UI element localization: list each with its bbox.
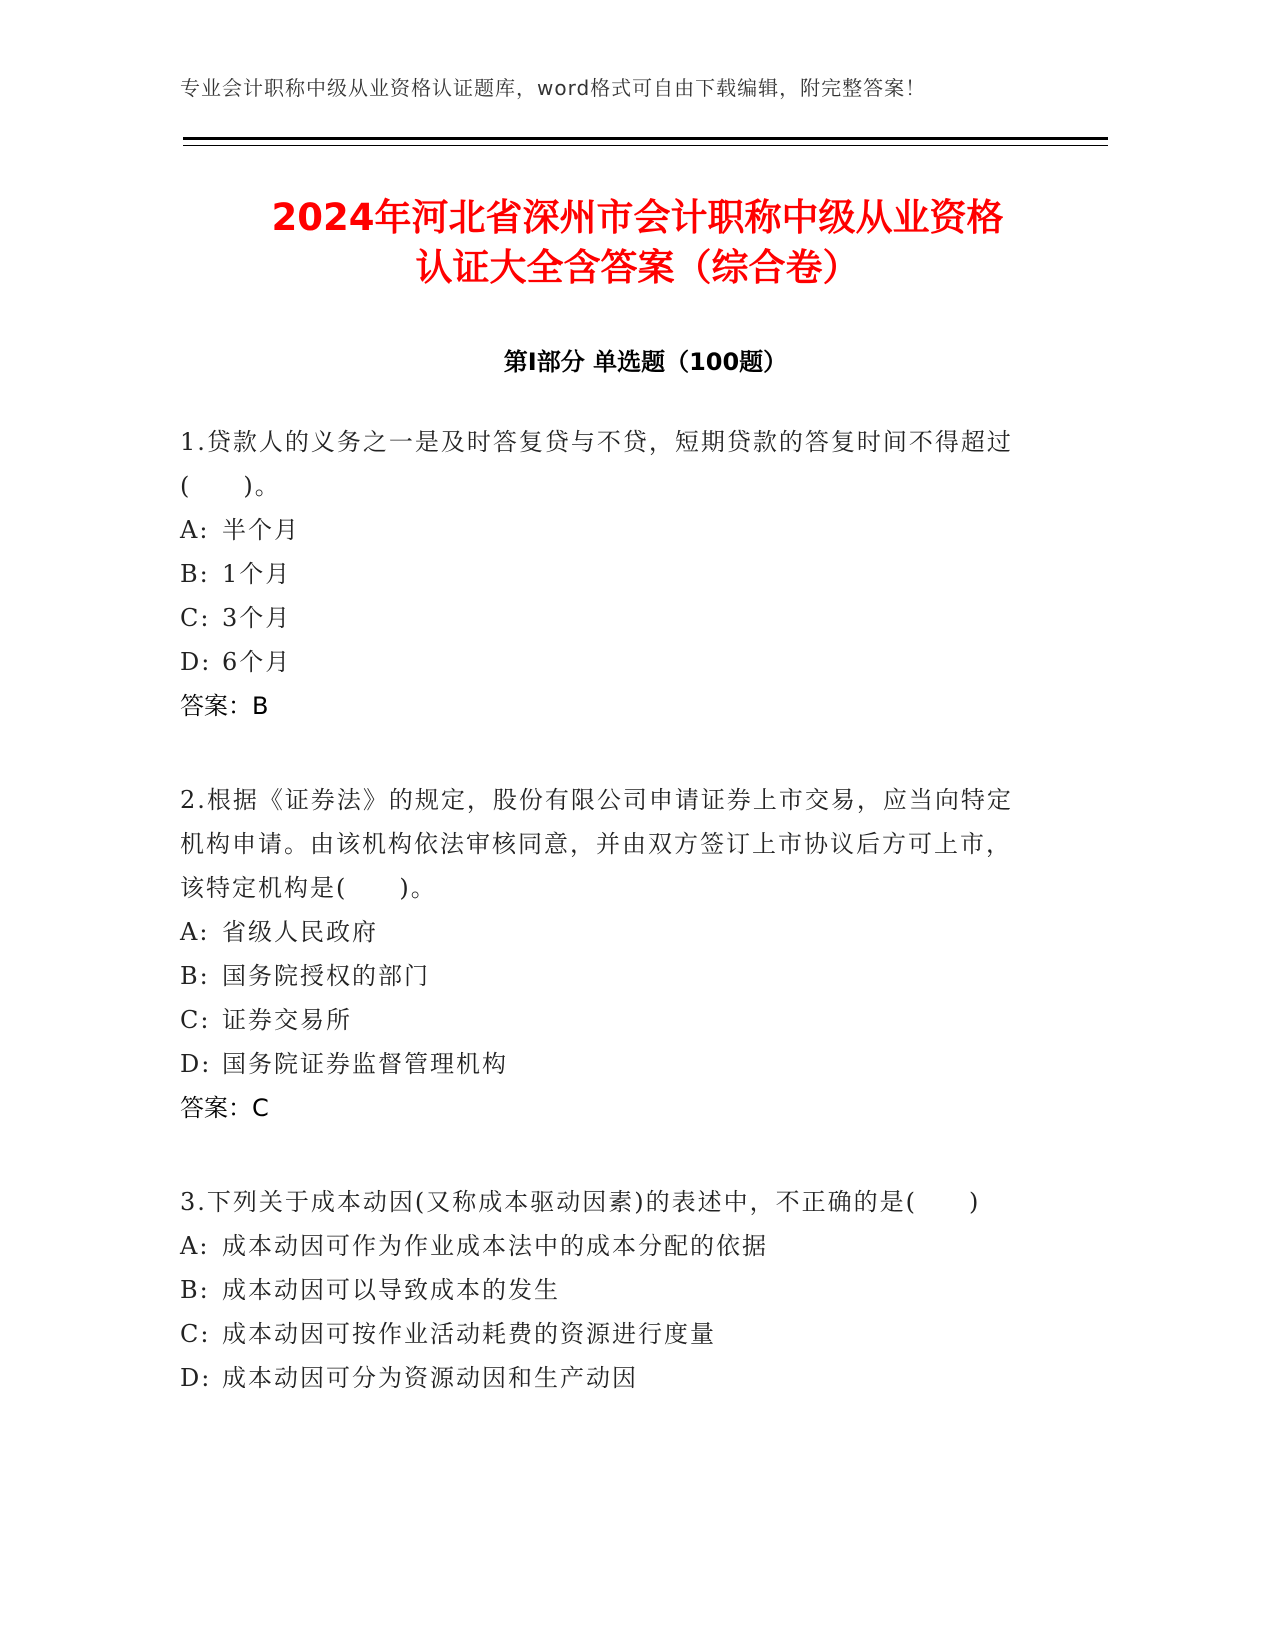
option-d — [180, 1042, 1030, 1086]
option-letter: B: — [180, 1276, 210, 1304]
option-text: 国务院证券监督管理机构 — [222, 1050, 508, 1078]
option-d — [180, 640, 1030, 684]
option-letter: B: — [180, 962, 210, 990]
option-letter: D: — [180, 1364, 212, 1392]
option-text: 1个月 — [222, 560, 292, 588]
option-letter: C: — [180, 1320, 211, 1348]
option-b — [180, 552, 1030, 596]
option-text: 成本动因可作为作业成本法中的成本分配的依据 — [222, 1232, 768, 1260]
document-title — [150, 193, 1125, 293]
question-item — [180, 420, 1030, 728]
question-stem: 3.下列关于成本动因(又称成本驱动因素)的表述中，不正确的是( ) — [180, 1188, 981, 1216]
title-line-2: 认证大全含答案（综合卷） — [415, 246, 860, 289]
option-b — [180, 1268, 1030, 1312]
option-letter: A: — [180, 1232, 210, 1260]
title-line-1: 2024年河北省深州市会计职称中级从业资格 — [271, 196, 1004, 239]
question-stem: 2.根据《证券法》的规定，股份有限公司申请证券上市交易，应当向特定机构申请。由该机构依法审核同意，并由双方签订上市协议后方可上市，该特定机构是( )。 — [180, 786, 1013, 902]
option-letter: D: — [180, 1050, 212, 1078]
option-letter: B: — [180, 560, 210, 588]
option-a — [180, 910, 1030, 954]
question-stem: 1.贷款人的义务之一是及时答复贷与不贷，短期贷款的答复时间不得超过( )。 — [180, 428, 1013, 500]
section-title: 第Ⅰ部分 单选题（100题） — [503, 348, 788, 376]
option-letter: D: — [180, 648, 212, 676]
question-list — [180, 420, 1030, 1450]
option-text: 证券交易所 — [222, 1006, 352, 1034]
option-b — [180, 954, 1030, 998]
option-letter: A: — [180, 516, 210, 544]
option-letter: C: — [180, 604, 211, 632]
answer-line: 答案：B — [180, 692, 269, 720]
option-text: 省级人民政府 — [222, 918, 378, 946]
option-text: 半个月 — [222, 516, 300, 544]
header-note: 专业会计职称中级从业资格认证题库，word格式可自由下载编辑，附完整答案！ — [180, 76, 927, 100]
option-c — [180, 596, 1030, 640]
option-a — [180, 508, 1030, 552]
option-letter: C: — [180, 1006, 211, 1034]
option-c — [180, 1312, 1030, 1356]
question-item — [180, 778, 1030, 1130]
option-text: 国务院授权的部门 — [222, 962, 430, 990]
option-d — [180, 1356, 1030, 1400]
question-item — [180, 1180, 1030, 1400]
option-text: 3个月 — [222, 604, 292, 632]
option-text: 成本动因可以导致成本的发生 — [222, 1276, 560, 1304]
option-letter: A: — [180, 918, 210, 946]
header-rule-thick — [183, 137, 1108, 140]
header-rule-thin — [183, 145, 1108, 146]
option-a — [180, 1224, 1030, 1268]
option-text: 6个月 — [222, 648, 292, 676]
answer-line: 答案：C — [180, 1094, 269, 1122]
option-c — [180, 998, 1030, 1042]
option-text: 成本动因可分为资源动因和生产动因 — [222, 1364, 638, 1392]
option-text: 成本动因可按作业活动耗费的资源进行度量 — [222, 1320, 716, 1348]
